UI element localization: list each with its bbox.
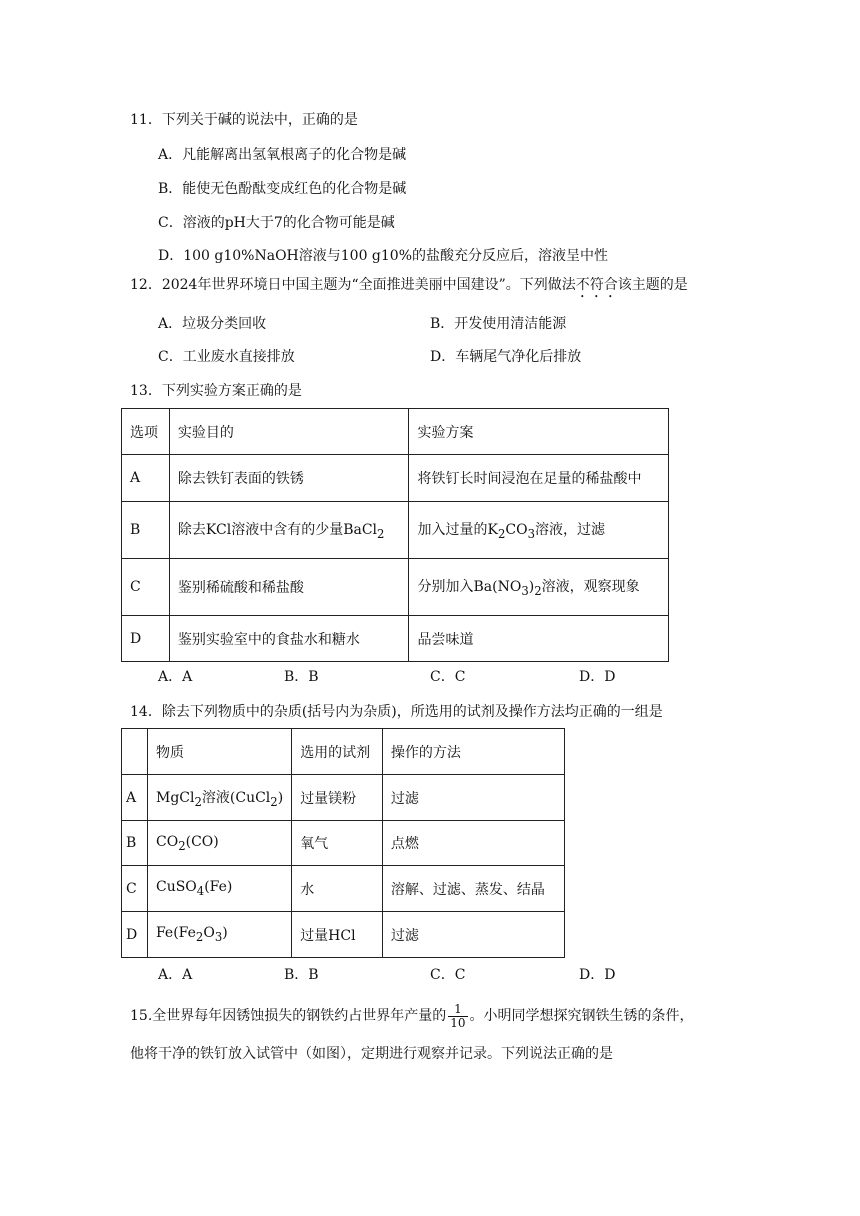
table-cell: B: [122, 502, 170, 559]
table-header-cell: 物质: [147, 729, 291, 775]
table-cell: D: [122, 616, 170, 662]
table-cell: CuSO$_4$(Fe): [147, 866, 291, 912]
q13-answer-c: C．C: [430, 669, 466, 685]
q11-option-a: A．凡能解离出氢氧根离子的化合物是碱: [158, 147, 407, 163]
table-cell: 除去铁钉表面的铁锈: [169, 455, 409, 502]
table-cell: MgCl$_2$溶液(CuCl$_2$): [147, 775, 291, 821]
table-header-cell: 选用的试剂: [292, 729, 383, 775]
table-cell: 分别加入$Ba(NO_3)_2$溶液，观察现象: [409, 559, 669, 616]
q13-answer-d: D．D: [579, 669, 616, 685]
table-cell: B: [122, 821, 148, 866]
table-cell: 过量HCl: [292, 912, 383, 958]
table-cell: A: [122, 455, 170, 502]
q13-stem: 13．下列实验方案正确的是: [130, 383, 302, 399]
q11-stem: 11．下列关于碱的说法中，正确的是: [130, 112, 358, 128]
table-cell: $Fe(Fe_2O_3)$: [147, 912, 291, 958]
table-header-row: [122, 729, 565, 775]
q15-stem: 15.全世界每年因锈蚀损失的钢铁约占世界年产量的 $\frac{1}{10}$ 。小明同学想探究钢铁生锈的条件，: [130, 1001, 694, 1030]
q11-option-d: D．100 g10%NaOH溶液与100 g10%的盐酸充分反应后，溶液呈中性: [158, 248, 609, 264]
q15-stem-line2: 他将干净的铁钉放入试管中（如图），定期进行观察并记录。下列说法正确的是: [130, 1046, 613, 1062]
table-cell: D: [122, 912, 148, 958]
q14-answer-d: D．D: [579, 967, 616, 983]
table-header-cell: 实验目的: [169, 409, 409, 455]
q13-answer-a: A．A: [158, 669, 193, 685]
table-cell: 过滤: [382, 912, 564, 958]
q13-answer-b: B．B: [284, 669, 319, 685]
table-row: [122, 502, 669, 559]
table-header-cell: 操作的方法: [382, 729, 564, 775]
table-cell: 过滤: [382, 775, 564, 821]
q12-emphasis: 不符合: [575, 277, 618, 293]
q12-stem: 12．2024年世界环境日中国主题为“全面推进美丽中国建设”。下列做法不符合该主题的是: [130, 277, 688, 293]
table-header-row: [122, 409, 669, 455]
q14-table: [121, 728, 565, 958]
table-header-cell: [122, 729, 148, 775]
table-cell: $CO_2(CO)$: [147, 821, 291, 866]
table-row: [122, 559, 669, 616]
table-row: [122, 616, 669, 662]
q12-option-d: D．车辆尾气净化后排放: [430, 349, 582, 365]
table-row: [122, 455, 669, 502]
q14-answer-c: C．C: [430, 967, 466, 983]
q12-option-c: C．工业废水直接排放: [158, 349, 295, 365]
q12-option-a: A．垃圾分类回收: [158, 316, 267, 332]
table-row: [122, 912, 565, 958]
table-cell: 将铁钉长时间浸泡在足量的稀盐酸中: [409, 455, 669, 502]
table-cell: 水: [292, 866, 383, 912]
table-cell: C: [122, 866, 148, 912]
q11-option-c: C．溶液的pH大于7的化合物可能是碱: [158, 215, 395, 231]
table-row: [122, 775, 565, 821]
table-row: [122, 821, 565, 866]
fraction: $\frac{1}{10}$: [450, 1001, 466, 1030]
table-cell: 鉴别实验室中的食盐水和糖水: [169, 616, 409, 662]
table-cell: 溶解、过滤、蒸发、结晶: [382, 866, 564, 912]
table-cell: 鉴别稀硫酸和稀盐酸: [169, 559, 409, 616]
table-cell: 品尝味道: [409, 616, 669, 662]
table-cell: 点燃: [382, 821, 564, 866]
table-row: [122, 866, 565, 912]
table-cell: 加入过量的$K_2CO_3$溶液，过滤: [409, 502, 669, 559]
table-cell: A: [122, 775, 148, 821]
table-header-cell: 实验方案: [409, 409, 669, 455]
table-cell: 氧气: [292, 821, 383, 866]
table-header-cell: 选项: [122, 409, 170, 455]
q14-answer-a: A．A: [158, 967, 193, 983]
q11-option-b: B．能使无色酚酞变成红色的化合物是碱: [158, 181, 407, 197]
q14-answer-b: B．B: [284, 967, 319, 983]
table-cell: 除去KCl溶液中含有的少量BaCl$_2$: [169, 502, 409, 559]
table-cell: C: [122, 559, 170, 616]
q14-stem: 14．除去下列物质中的杂质(括号内为杂质)，所选用的试剂及操作方法均正确的一组是: [130, 704, 663, 720]
q13-table: [121, 408, 669, 662]
q12-option-b: B．开发使用清洁能源: [430, 316, 567, 332]
table-cell: 过量镁粉: [292, 775, 383, 821]
